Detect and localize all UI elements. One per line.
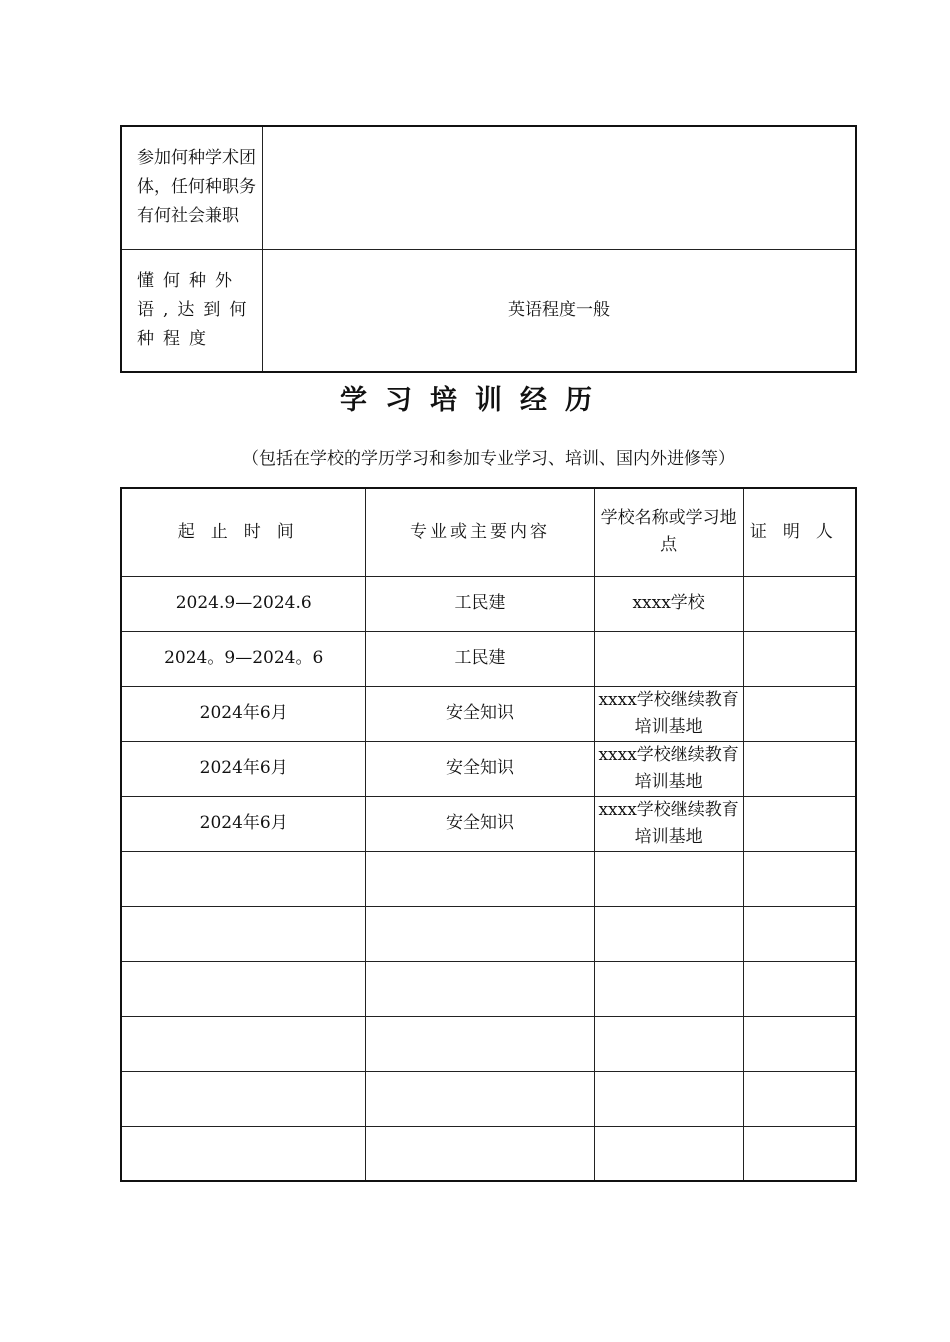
row-content: 安全知识 (366, 796, 594, 851)
table-row (121, 1126, 856, 1181)
row-content: 安全知识 (366, 741, 594, 796)
table-row (121, 906, 856, 961)
row-witness (743, 906, 856, 961)
row-content (366, 906, 594, 961)
row-witness (743, 741, 856, 796)
row-school (594, 1071, 743, 1126)
row-school (594, 1126, 743, 1181)
table-row (121, 686, 856, 741)
row-school (594, 906, 743, 961)
header-witness: 证明人 (743, 488, 856, 576)
row-period: 2024.9—2024.6 (121, 576, 366, 631)
row-period: 2024年6月 (121, 686, 366, 741)
row-period (121, 961, 366, 1016)
row-content (366, 961, 594, 1016)
row-school: xxxx学校继续教育培训基地 (594, 796, 743, 851)
table-row (121, 961, 856, 1016)
table-row (121, 1016, 856, 1071)
table-row (121, 851, 856, 906)
training-table (120, 487, 857, 1182)
row-period (121, 1016, 366, 1071)
table-row (121, 576, 856, 631)
languages-row (121, 249, 856, 372)
section-title: 学习培训经历 (340, 385, 610, 416)
profile-table (120, 125, 857, 373)
row-witness (743, 796, 856, 851)
table-row (121, 796, 856, 851)
table-row (121, 1071, 856, 1126)
row-school (594, 851, 743, 906)
row-school (594, 961, 743, 1016)
row-school (594, 1016, 743, 1071)
header-school: 学校名称或学习地点 (594, 488, 743, 576)
section-note: （包括在学校的学历学习和参加专业学习、培训、国内外进修等） (242, 449, 735, 469)
header-content: 专业或主要内容 (366, 488, 594, 576)
row-period: 2024。9—2024。6 (121, 631, 366, 686)
table-row (121, 631, 856, 686)
languages-value: 英语程度一般 (263, 249, 857, 372)
row-witness (743, 686, 856, 741)
row-content (366, 1071, 594, 1126)
row-period: 2024年6月 (121, 796, 366, 851)
row-school (594, 631, 743, 686)
header-period: 起止时间 (121, 488, 366, 576)
societies-label: 参加何种学术团体，任何种职务有何社会兼职 (121, 126, 263, 249)
table-row (121, 741, 856, 796)
row-period: 2024年6月 (121, 741, 366, 796)
row-content (366, 851, 594, 906)
row-content: 安全知识 (366, 686, 594, 741)
row-witness (743, 961, 856, 1016)
row-school: xxxx学校 (594, 576, 743, 631)
societies-row (121, 126, 856, 249)
row-school: xxxx学校继续教育培训基地 (594, 741, 743, 796)
training-rows (121, 576, 856, 1181)
table-header-row (121, 488, 856, 576)
row-content (366, 1016, 594, 1071)
row-content: 工民建 (366, 631, 594, 686)
row-period (121, 851, 366, 906)
row-period (121, 1071, 366, 1126)
row-witness (743, 1126, 856, 1181)
row-school: xxxx学校继续教育培训基地 (594, 686, 743, 741)
row-witness (743, 1071, 856, 1126)
row-witness (743, 576, 856, 631)
row-witness (743, 631, 856, 686)
languages-label: 懂何种外语,达到何种程度 (121, 249, 263, 372)
societies-value (263, 126, 857, 249)
row-witness (743, 1016, 856, 1071)
row-content (366, 1126, 594, 1181)
row-period (121, 1126, 366, 1181)
row-period (121, 906, 366, 961)
row-witness (743, 851, 856, 906)
row-content: 工民建 (366, 576, 594, 631)
